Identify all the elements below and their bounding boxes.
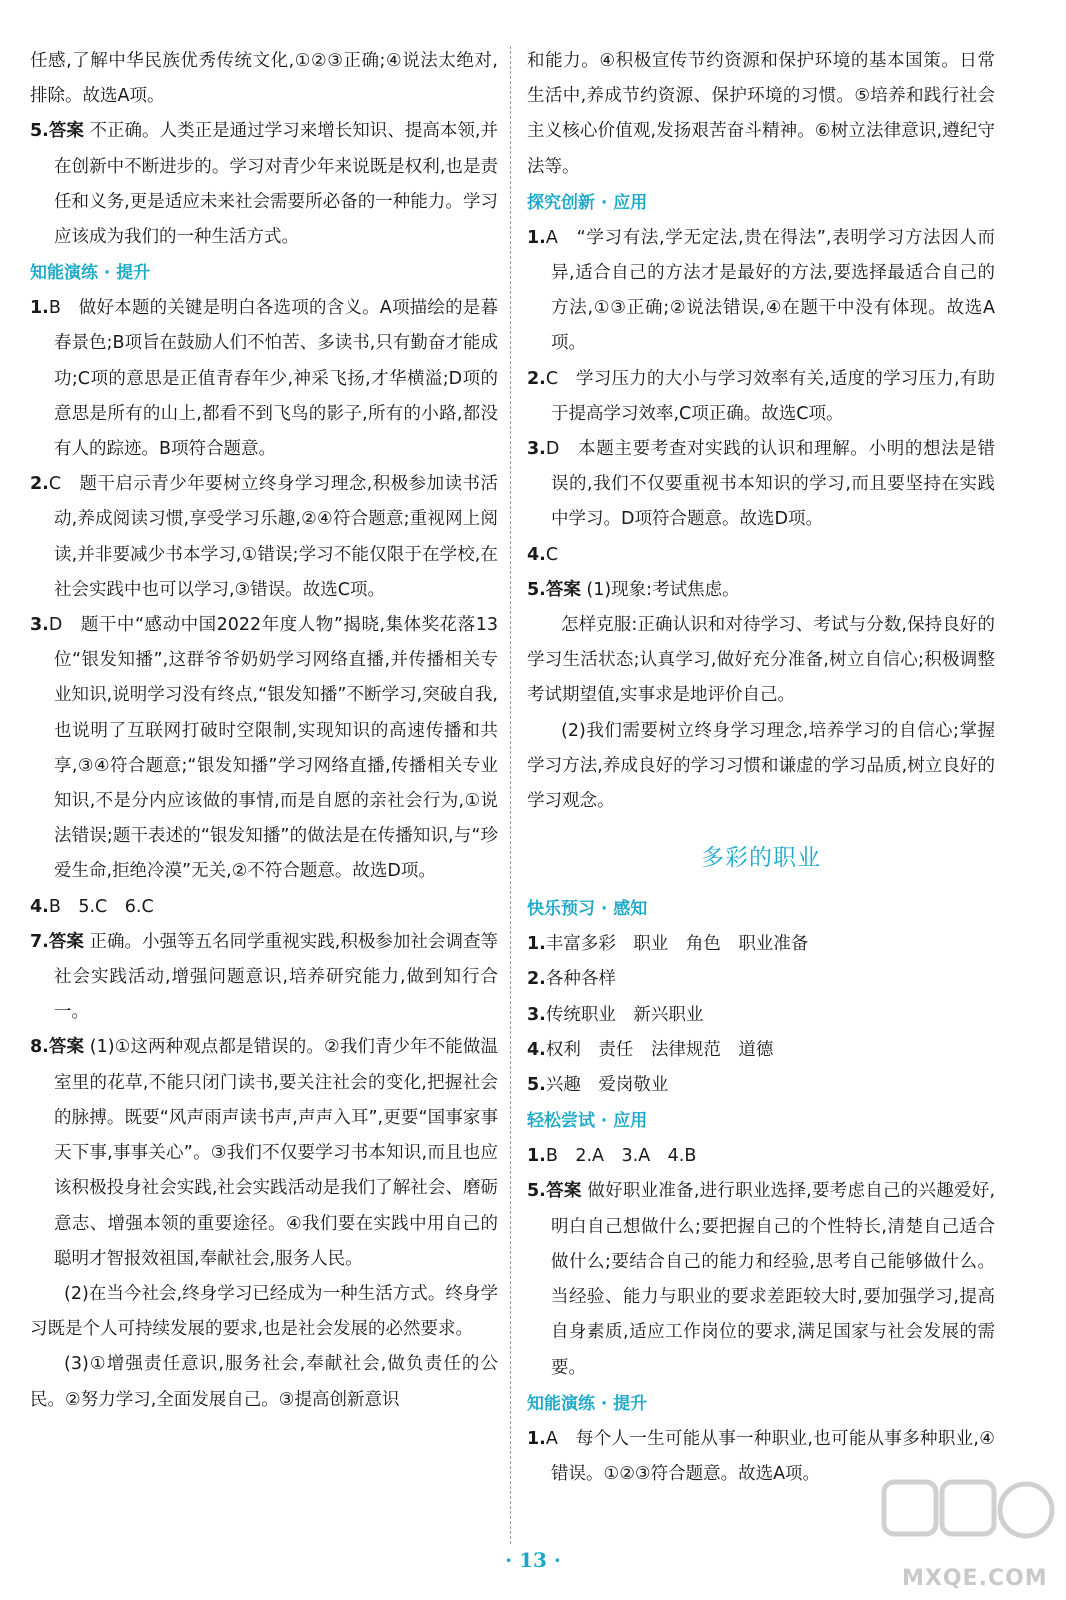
section-heading: 轻松尝试 · 应用: [527, 1111, 648, 1132]
continued-paragraph: 任感,了解中华民族优秀传统文化,①②③正确;④说法太绝对,排除。故选A项。: [30, 51, 498, 107]
answer-item: [30, 890, 498, 925]
section-heading: 知能演练 · 提升: [30, 263, 151, 284]
answer-label: 答案: [545, 579, 581, 600]
item-text: C: [545, 544, 559, 565]
item-text: 正确。小强等五名同学重视实践,积极参加社会调查等社会实践活动,增强问题意识,培养研究能力,做到知行合一。: [54, 931, 499, 1023]
right-column: [527, 44, 995, 1492]
section-heading: 知能演练 · 提升: [527, 1393, 648, 1414]
answer-item: [30, 291, 498, 467]
item-text: B 做好本题的关键是明白各选项的含义。A项描绘的是暮春景色;B项旨在鼓励人们不怕苦、多读书,只有勤奋才能成功;C项的意思是正值青春年少,神采飞扬,才华横溢;D项的意思是所有的山上,都看不到飞鸟的影子,所有的小路,都没有人的踪迹。B项符合题意。: [48, 298, 498, 460]
item-text: B 5.C 6.C: [48, 896, 154, 917]
item-text: A “学习有法,学无定法,贵在得法”,表明学习方法因人而异,适合自己的方法才是最好的方法,要选择最适合自己的方法,①③正确;②说法错误,④在题干中没有体现。故选A项。: [545, 227, 995, 354]
item-number: 5.: [527, 1181, 546, 1202]
item-text: D 本题主要考查对实践的认识和理解。小明的想法是错误的,我们不仅要重视书本知识的学习,而且要坚持在实践中学习。D项符合题意。故选D项。: [545, 439, 995, 530]
item-number: 4.: [30, 896, 49, 917]
item-text: D 题干中“感动中国2022年度人物”揭晓,集体奖花落13位“银发知播”,这群爷爷奶奶学习网络直播,并传播相关专业知识,说明学习没有终点,“银发知播”不断学习,突破自我,也说明了互联网打破时空限制,实现知识的高速传播和共享,③④符合题意;“银发知播”学习网络直播,传播相关专业知识,不是分内应该做的事情,而是自愿的亲社会行为,①说法错误;题干表述的“银发知播”的做法是在传播知识,与“珍爱生命,拒绝冷漠”无关,②不符合题意。故选D项。: [48, 615, 498, 882]
answer-item: [527, 1174, 995, 1385]
answer-item: [527, 927, 995, 962]
continued-paragraph: 和能力。④积极宣传节约资源和保护环境的基本国策。日常生活中,养成节约资源、保护环境的习惯。⑤培养和践行社会主义核心价值观,发扬艰苦奋斗精神。⑥树立法律意识,遵纪守法等。: [527, 51, 995, 177]
answer-label: 答案: [48, 121, 84, 142]
item-text: (1)①这两种观点都是错误的。②我们青少年不能做温室里的花草,不能只闭门读书,要关注社会的变化,把握社会的脉搏。既要“风声雨声读书声,声声入耳”,更要“国事家事天下事,事事关心”。③我们不仅要学习书本知识,而且也应该积极投身社会实践,社会实践活动是我们了解社会、磨砺意志、增强本领的重要途径。④我们要在实践中用自己的聪明才智报效祖国,奉献社会,服务人民。: [54, 1037, 498, 1269]
item-text: C 学习压力的大小与学习效率有关,适度的学习压力,有助于提高学习效率,C项正确。故选C项。: [545, 368, 995, 424]
item-text: 权利 责任 法律规范 道德: [545, 1039, 774, 1060]
answer-paragraph: (2)我们需要树立终身学习理念,培养学习的自信心;掌握学习方法,养成良好的学习习惯和谦虚的学习品质,树立良好的学习观念。: [527, 720, 995, 812]
item-number: 1.: [30, 298, 49, 319]
item-number: 1.: [527, 227, 546, 248]
item-text: 做好职业准备,进行职业选择,要考虑自己的兴趣爱好,明白自己想做什么;要把握自己的个性特长,清楚自己适合做什么;要结合自己的能力和经验,思考自己能够做什么。当经验、能力与职业的要求差距较大时,要加强学习,提高自身素质,适应工作岗位的要求,满足国家与社会发展的需要。: [551, 1181, 996, 1378]
item-text: (1)现象:考试焦虑。: [580, 579, 740, 600]
section-heading: 快乐预习 · 感知: [527, 899, 648, 920]
answer-item: [527, 538, 995, 573]
answer-item: [527, 962, 995, 997]
section-heading: 探究创新 · 应用: [527, 192, 648, 213]
answer-label: 答案: [545, 1181, 582, 1202]
item-text: 兴趣 爱岗敬业: [545, 1075, 669, 1096]
item-number: 5.: [30, 121, 49, 142]
item-number: 2.: [527, 969, 546, 990]
item-number: 1.: [527, 1428, 546, 1449]
answer-item: [527, 1068, 995, 1103]
answer-label: 答案: [48, 931, 84, 952]
chapter-title: 多彩的职业: [701, 845, 821, 872]
answer-item: [527, 998, 995, 1033]
watermark-text: MXQE.COM: [902, 1566, 1048, 1591]
answer-item: [527, 1139, 995, 1174]
answer-item: [30, 925, 498, 1031]
answer-item: [527, 573, 995, 608]
answer-paragraph: (2)在当今社会,终身学习已经成为一种生活方式。终身学习既是个人可持续发展的要求,也是社会发展的必然要求。: [30, 1283, 498, 1340]
item-text: 不正确。人类正是通过学习来增长知识、提高本领,并在创新中不断进步的。学习对青少年来说既是权利,也是责任和义务,更是适应未来社会需要所必备的一种能力。学习应该成为我们的一种生活方式。: [54, 121, 499, 248]
item-number: 4.: [527, 1039, 546, 1060]
item-number: 2.: [527, 368, 546, 389]
item-number: 1.: [527, 1146, 546, 1167]
answer-item: [30, 467, 498, 608]
item-text: 丰富多彩 职业 角色 职业准备: [545, 934, 809, 955]
watermark: [880, 1478, 1056, 1596]
answer-item: [527, 221, 995, 362]
answer-paragraph: (3)①增强责任意识,服务社会,奉献社会,做负责任的公民。②努力学习,全面发展自己。③提高创新意识: [30, 1354, 498, 1410]
item-number: 1.: [527, 934, 546, 955]
item-text: 传统职业 新兴职业: [545, 1004, 704, 1025]
item-text: A 每个人一生可能从事一种职业,也可能从事多种职业,④错误。①②③符合题意。故选A项。: [545, 1428, 995, 1484]
answer-item: [30, 114, 498, 255]
answer-paragraph: 怎样克服:正确认识和对待学习、考试与分数,保持良好的学习生活状态;认真学习,做好充分准备,树立自信心;积极调整考试期望值,实事求是地评价自己。: [527, 615, 995, 706]
item-text: C 题干启示青少年要树立终身学习理念,积极参加读书活动,养成阅读习惯,享受学习乐趣,②④符合题意;重视网上阅读,并非要减少书本学习,①错误;学习不能仅限于在学校,在社会实践中也可以学习,③错误。故选C项。: [48, 474, 498, 600]
answer-item: [527, 1033, 995, 1068]
item-number: 5.: [527, 1075, 546, 1096]
item-number: 3.: [527, 439, 546, 460]
item-number: 8.: [30, 1037, 49, 1058]
watermark-logo: [880, 1478, 1056, 1568]
answer-item: [30, 1030, 498, 1276]
answer-label: 答案: [48, 1037, 85, 1058]
item-number: 2.: [30, 474, 49, 495]
column-divider: [510, 46, 511, 1544]
answer-item: [527, 362, 995, 432]
answer-item: [527, 432, 995, 538]
item-text: 各种各样: [545, 969, 616, 990]
answer-item: [30, 608, 498, 890]
item-text: B 2.A 3.A 4.B: [545, 1146, 697, 1167]
page-number: · 13 ·: [505, 1548, 561, 1572]
item-number: 3.: [527, 1004, 546, 1025]
left-column: [30, 44, 498, 1418]
item-number: 5.: [527, 579, 546, 600]
item-number: 4.: [527, 544, 546, 565]
item-number: 7.: [30, 931, 49, 952]
item-number: 3.: [30, 615, 49, 636]
